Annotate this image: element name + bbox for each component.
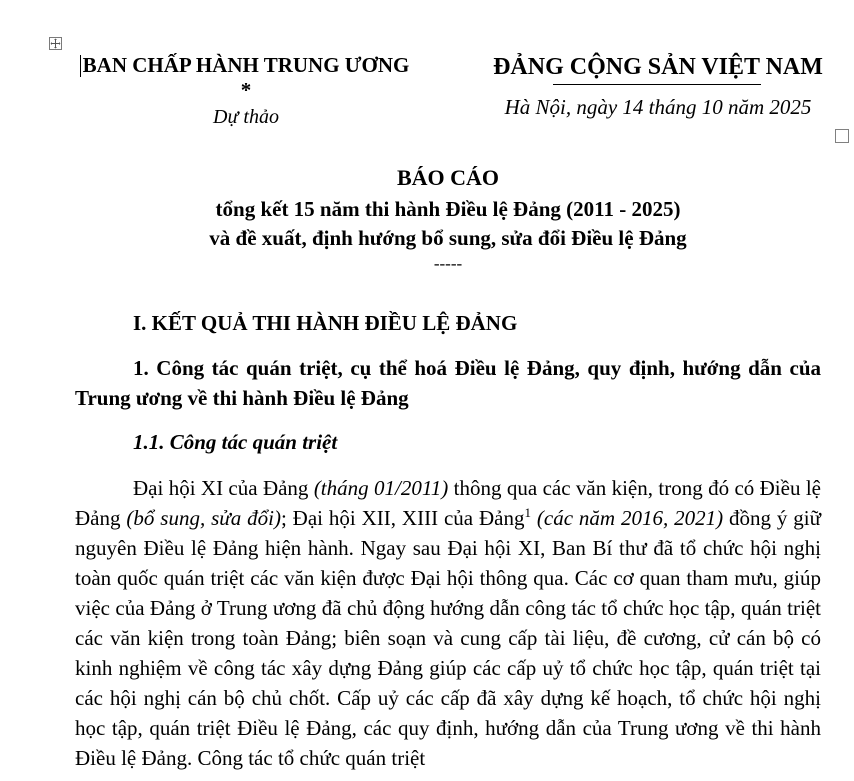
- star-mark: *: [240, 78, 252, 102]
- title-separator: -----: [433, 254, 463, 273]
- body-italic-text: (bổ sung, sửa đổi): [126, 506, 281, 530]
- document-subtitle-line-2: và đề xuất, định hướng bổ sung, sửa đổi Điều lệ Đảng: [209, 226, 687, 250]
- section-heading: I. KẾT QUẢ THI HÀNH ĐIỀU LỆ ĐẢNG: [133, 311, 518, 335]
- subsubsection-heading: 1.1. Công tác quán triệt: [133, 430, 338, 454]
- body-text: đồng ý giữ nguyên Điều lệ Đảng hiện hành. Ngay sau Đại hội XI, Ban Bí thư đã tổ chức hội nghị toàn quốc quán triệt các văn kiện được Đại hội thông qua. Các cơ quan tham mưu, giúp việc của Đảng ở Trung ương đã chủ động hướng dẫn công tác tổ chức học tập, quán triệt các văn kiện trong toàn Đảng; biên soạn và cung cấp tài liệu, đề cương, cử cán bộ có kinh nghiệm về công tác xây dựng Đảng giúp các cấp uỷ tổ chức học tập, quán triệt tại các hội nghị cán bộ chủ chốt. Cấp uỷ các cấp đã xây dựng kế hoạch, tổ chức hội nghị học tập, quán triệt Điều lệ Đảng, các quy định, hướng dẫn của Trung ương về thi hành Điều lệ Đảng. Công tác tổ chức quán triệt: [75, 506, 822, 770]
- document-subtitle-line-1: tổng kết 15 năm thi hành Điều lệ Đảng (2011 - 2025): [215, 197, 681, 221]
- party-name: ĐẢNG CỘNG SẢN VIỆT NAM: [493, 54, 823, 80]
- move-arrows-icon: [50, 38, 61, 49]
- issuing-organization: BAN CHẤP HÀNH TRUNG ƯƠNG: [82, 53, 410, 77]
- body-paragraph: [75, 473, 821, 773]
- date-line: Hà Nội, ngày 14 tháng 10 năm 2025: [504, 95, 812, 119]
- margin-anchor-box[interactable]: [835, 129, 849, 143]
- party-name-underline: [553, 84, 761, 85]
- footnote-reference[interactable]: 1: [524, 505, 531, 520]
- subsection-heading: 1. Công tác quán triệt, cụ thể hoá Điều lệ Đảng, quy định, hướng dẫn của Trung ương về thi hành Điều lệ Đảng: [75, 356, 821, 410]
- body-text: Đại hội XI của Đảng: [133, 476, 314, 500]
- document-title: BÁO CÁO: [396, 165, 500, 190]
- body-text: thông qua các văn kiện, trong đó có Điều lệ Đảng: [75, 476, 821, 530]
- body-italic-text: (các năm 2016, 2021): [530, 506, 724, 530]
- body-text: ; Đại hội XII, XIII của Đảng: [280, 506, 525, 530]
- table-move-handle[interactable]: [49, 37, 62, 50]
- draft-label: Dự thảo: [213, 106, 279, 128]
- body-italic-text: (tháng 01/2011): [313, 476, 449, 500]
